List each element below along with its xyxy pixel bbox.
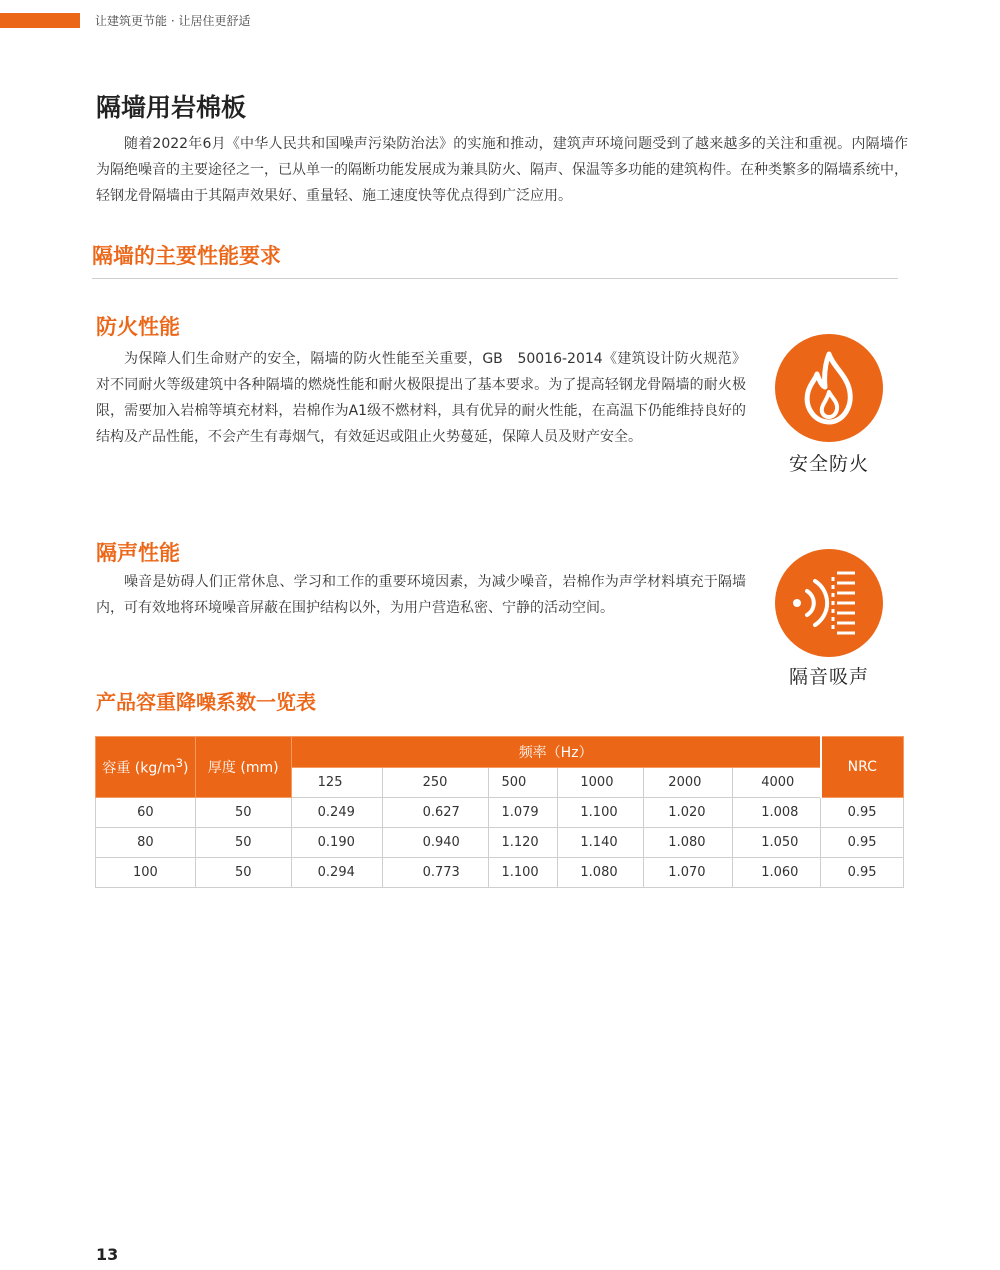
- frequency-cell: 2000: [644, 768, 733, 798]
- value-cell: 1.070: [644, 858, 733, 888]
- value-cell: 1.079: [489, 798, 558, 828]
- frequency-cell: 250: [382, 768, 489, 798]
- page-number: 13: [96, 1245, 119, 1264]
- fire-section-title: 防火性能: [96, 315, 180, 339]
- density-cell: 60: [96, 798, 196, 828]
- thickness-cell: 50: [195, 798, 291, 828]
- intro-paragraph: 随着2022年6月《中华人民共和国噪声污染防治法》的实施和推动，建筑声环境问题受到了越来越多的关注和重视。内隔墙作为隔绝噪音的主要途径之一，已从单一的隔断功能发展成为兼具防火、隔声、保温等多功能的建筑构件。在种类繁多的隔墙系统中，轻钢龙骨隔墙由于其隔声效果好、重量轻、施工速度快等优点得到广泛应用。: [96, 136, 908, 204]
- thickness-cell: 50: [195, 858, 291, 888]
- value-cell: 0.190: [291, 828, 382, 858]
- value-cell: 1.050: [733, 828, 821, 858]
- density-cell: 100: [96, 858, 196, 888]
- section-divider: [92, 278, 898, 279]
- fire-badge-label: 安全防火: [788, 453, 869, 475]
- density-header: 容重 $(kg/m^3)$: [96, 737, 196, 798]
- value-cell: 1.060: [733, 858, 821, 888]
- fire-badge: [775, 334, 883, 442]
- table-row: [96, 858, 904, 888]
- header-accent-bar: [0, 13, 80, 28]
- value-cell: 0.627: [382, 798, 489, 828]
- value-cell: 1.008: [733, 798, 821, 828]
- frequency-cell: 500: [489, 768, 558, 798]
- header-tagline: 让建筑更节能 · 让居住更舒适: [95, 14, 251, 28]
- nrc-cell: 0.95: [821, 828, 904, 858]
- nrc-header: NRC: [821, 737, 904, 798]
- sound-section-text: 噪音是妨碍人们正常休息、学习和工作的重要环境因素，为减少噪音，岩棉作为声学材料填充于隔墙内，可有效地将环境噪音屏蔽在围护结构以外，为用户营造私密、宁静的活动空间。: [96, 574, 746, 616]
- sound-badge: [775, 549, 883, 657]
- value-cell: 1.080: [558, 858, 644, 888]
- value-cell: 0.249: [291, 798, 382, 828]
- nrc-cell: 0.95: [821, 858, 904, 888]
- sound-wave-icon: [775, 549, 883, 657]
- value-cell: 0.940: [382, 828, 489, 858]
- sound-badge-label: 隔音吸声: [788, 666, 869, 688]
- nrc-cell: 0.95: [821, 798, 904, 828]
- value-cell: 0.773: [382, 858, 489, 888]
- value-cell: 1.140: [558, 828, 644, 858]
- thickness-header: 厚度 (mm): [195, 737, 291, 798]
- table-header-row: [96, 737, 904, 768]
- table-row: [96, 798, 904, 828]
- value-cell: 0.294: [291, 858, 382, 888]
- value-cell: 1.080: [644, 828, 733, 858]
- value-cell: 1.020: [644, 798, 733, 828]
- frequency-cell: 125: [291, 768, 382, 798]
- frequency-cell: 4000: [733, 768, 821, 798]
- frequency-cell: 1000: [558, 768, 644, 798]
- value-cell: 1.120: [489, 828, 558, 858]
- frequency-header: 频率（Hz）: [291, 737, 820, 768]
- sound-section-title: 隔声性能: [96, 541, 180, 565]
- table-title: 产品容重降噪系数一览表: [96, 690, 316, 714]
- page-title: 隔墙用岩棉板: [96, 93, 247, 122]
- section-heading: 隔墙的主要性能要求: [92, 244, 281, 268]
- flame-icon: [775, 334, 883, 442]
- thickness-cell: 50: [195, 828, 291, 858]
- value-cell: 1.100: [489, 858, 558, 888]
- value-cell: 1.100: [558, 798, 644, 828]
- fire-section-text: 为保障人们生命财产的安全，隔墙的防火性能至关重要，GB 50016-2014《建筑设计防火规范》对不同耐火等级建筑中各种隔墙的燃烧性能和耐火极限提出了基本要求。为了提高轻钢龙骨隔墙的耐火极限，需要加入岩棉等填充材料，岩棉作为A1级不燃材料，具有优异的耐火性能，在高温下仍能维持良好的结构及产品性能，不会产生有毒烟气，有效延迟或阻止火势蔓延，保障人员及财产安全。: [96, 351, 746, 445]
- table-row: [96, 828, 904, 858]
- noise-reduction-table: [95, 736, 904, 888]
- density-cell: 80: [96, 828, 196, 858]
